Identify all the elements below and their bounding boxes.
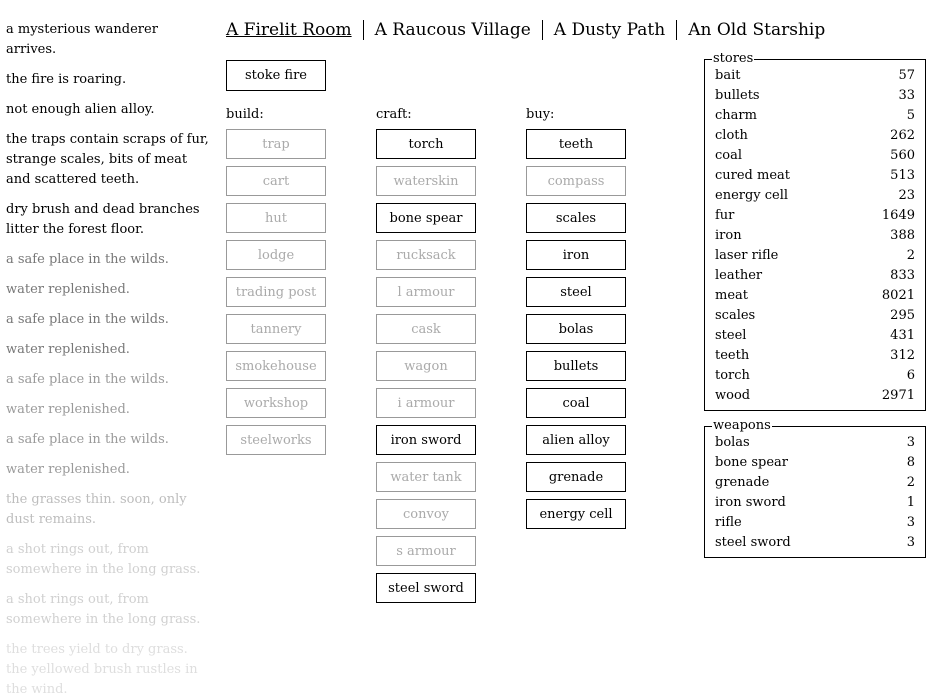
build-lodge-button[interactable]: lodge bbox=[226, 240, 326, 270]
stores-row-meat bbox=[705, 286, 925, 306]
notification: a mysterious wanderer arrives. bbox=[6, 22, 158, 57]
notification: the trees yield to dry grass. the yellowed brush rustles in the wind. bbox=[6, 642, 198, 697]
craft-bone-spear-button[interactable]: bone spear bbox=[376, 203, 476, 233]
build-trading-post-button[interactable]: trading post bbox=[226, 277, 326, 307]
row-value: 1 bbox=[906, 495, 915, 510]
tab-a-raucous-village[interactable]: A Raucous Village bbox=[374, 20, 531, 40]
stores-row-coal bbox=[705, 146, 925, 166]
row-value: 833 bbox=[890, 268, 915, 283]
row-value: 513 bbox=[890, 168, 915, 183]
row-name: iron bbox=[715, 228, 742, 243]
tab-a-dusty-path[interactable]: A Dusty Path bbox=[553, 20, 666, 40]
buy-coal-button[interactable]: coal bbox=[526, 388, 626, 418]
row-name: laser rifle bbox=[715, 248, 779, 263]
notification: the fire is roaring. bbox=[6, 72, 127, 87]
notification: water replenished. bbox=[6, 402, 130, 417]
row-name: energy cell bbox=[715, 188, 789, 203]
location-header bbox=[226, 18, 825, 42]
notification: a safe place in the wilds. bbox=[6, 252, 169, 267]
build-steelworks-button[interactable]: steelworks bbox=[226, 425, 326, 455]
row-value: 3 bbox=[906, 535, 915, 550]
stores-row-laser-rifle bbox=[705, 246, 925, 266]
row-name: bait bbox=[715, 68, 741, 83]
build-cart-button[interactable]: cart bbox=[226, 166, 326, 196]
notification: the traps contain scraps of fur, strange scales, bits of meat and scattered teeth. bbox=[6, 132, 209, 187]
row-value: 57 bbox=[898, 68, 915, 83]
row-name: wood bbox=[715, 388, 751, 403]
stores-row-iron bbox=[705, 226, 925, 246]
row-name: scales bbox=[715, 308, 756, 323]
craft-steel-sword-button[interactable]: steel sword bbox=[376, 573, 476, 603]
weapons-row-grenade bbox=[705, 473, 925, 493]
craft-s-armour-button[interactable]: s armour bbox=[376, 536, 476, 566]
craft-waterskin-button[interactable]: waterskin bbox=[376, 166, 476, 196]
tab-an-old-starship[interactable]: An Old Starship bbox=[688, 20, 826, 40]
notification: the grasses thin. soon, only dust remains. bbox=[6, 492, 187, 527]
craft-label: craft: bbox=[376, 107, 412, 122]
buy-alien-alloy-button[interactable]: alien alloy bbox=[526, 425, 626, 455]
stores-legend: stores bbox=[713, 51, 754, 66]
notification: dry brush and dead branches litter the forest floor. bbox=[6, 202, 200, 237]
row-name: charm bbox=[715, 108, 757, 123]
row-value: 262 bbox=[890, 128, 915, 143]
notification: a shot rings out, from somewhere in the long grass. bbox=[6, 542, 201, 577]
stores-row-bullets bbox=[705, 86, 925, 106]
row-name: grenade bbox=[715, 475, 770, 490]
craft-i-armour-button[interactable]: i armour bbox=[376, 388, 476, 418]
stores-row-wood bbox=[705, 386, 925, 406]
row-value: 8 bbox=[906, 455, 915, 470]
craft-rucksack-button[interactable]: rucksack bbox=[376, 240, 476, 270]
buy-bolas-button[interactable]: bolas bbox=[526, 314, 626, 344]
tab-divider bbox=[676, 20, 677, 40]
tab-divider bbox=[363, 20, 364, 40]
row-value: 23 bbox=[898, 188, 915, 203]
notification: water replenished. bbox=[6, 342, 130, 357]
notifications-panel bbox=[6, 20, 211, 697]
stores-row-cured-meat bbox=[705, 166, 925, 186]
buy-grenade-button[interactable]: grenade bbox=[526, 462, 626, 492]
stores-row-charm bbox=[705, 106, 925, 126]
stores-row-scales bbox=[705, 306, 925, 326]
row-value: 560 bbox=[890, 148, 915, 163]
stores-row-cloth bbox=[705, 126, 925, 146]
build-workshop-button[interactable]: workshop bbox=[226, 388, 326, 418]
row-value: 3 bbox=[906, 515, 915, 530]
weapons-panel bbox=[704, 418, 926, 558]
row-value: 2 bbox=[906, 475, 915, 490]
stores-row-teeth bbox=[705, 346, 925, 366]
row-name: cloth bbox=[715, 128, 748, 143]
row-name: bullets bbox=[715, 88, 760, 103]
row-value: 295 bbox=[890, 308, 915, 323]
build-smokehouse-button[interactable]: smokehouse bbox=[226, 351, 326, 381]
tab-a-firelit-room[interactable]: A Firelit Room bbox=[226, 20, 352, 40]
row-name: meat bbox=[715, 288, 748, 303]
craft-torch-button[interactable]: torch bbox=[376, 129, 476, 159]
buy-compass-button[interactable]: compass bbox=[526, 166, 626, 196]
row-value: 3 bbox=[906, 435, 915, 450]
weapons-row-rifle bbox=[705, 513, 925, 533]
row-name: bone spear bbox=[715, 455, 788, 470]
stores-row-torch bbox=[705, 366, 925, 386]
row-name: teeth bbox=[715, 348, 750, 363]
notification: water replenished. bbox=[6, 282, 130, 297]
build-hut-button[interactable]: hut bbox=[226, 203, 326, 233]
notification: water replenished. bbox=[6, 462, 130, 477]
row-name: coal bbox=[715, 148, 743, 163]
buy-iron-button[interactable]: iron bbox=[526, 240, 626, 270]
stores-row-leather bbox=[705, 266, 925, 286]
stores-row-steel bbox=[705, 326, 925, 346]
row-value: 431 bbox=[890, 328, 915, 343]
buy-steel-button[interactable]: steel bbox=[526, 277, 626, 307]
weapons-row-iron-sword bbox=[705, 493, 925, 513]
row-name: iron sword bbox=[715, 495, 786, 510]
row-name: steel sword bbox=[715, 535, 791, 550]
weapons-row-steel-sword bbox=[705, 533, 925, 553]
row-value: 388 bbox=[890, 228, 915, 243]
craft-cask-button[interactable]: cask bbox=[376, 314, 476, 344]
row-value: 1649 bbox=[881, 208, 915, 223]
craft-l-armour-button[interactable]: l armour bbox=[376, 277, 476, 307]
craft-iron-sword-button[interactable]: iron sword bbox=[376, 425, 476, 455]
row-name: bolas bbox=[715, 435, 750, 450]
row-name: rifle bbox=[715, 515, 742, 530]
row-value: 2 bbox=[906, 248, 915, 263]
craft-wagon-button[interactable]: wagon bbox=[376, 351, 476, 381]
weapons-row-bolas bbox=[705, 433, 925, 453]
buy-energy-cell-button[interactable]: energy cell bbox=[526, 499, 626, 529]
weapons-legend: weapons bbox=[713, 418, 771, 433]
notification: not enough alien alloy. bbox=[6, 102, 155, 117]
buy-bullets-button[interactable]: bullets bbox=[526, 351, 626, 381]
build-trap-button[interactable]: trap bbox=[226, 129, 326, 159]
row-value: 5 bbox=[906, 108, 915, 123]
notification: a safe place in the wilds. bbox=[6, 432, 169, 447]
row-name: steel bbox=[715, 328, 747, 343]
stores-row-bait bbox=[705, 66, 925, 86]
notification: a safe place in the wilds. bbox=[6, 372, 169, 387]
row-value: 8021 bbox=[881, 288, 915, 303]
buy-scales-button[interactable]: scales bbox=[526, 203, 626, 233]
buy-teeth-button[interactable]: teeth bbox=[526, 129, 626, 159]
build-tannery-button[interactable]: tannery bbox=[226, 314, 326, 344]
stoke-fire-button[interactable]: stoke fire bbox=[226, 60, 326, 91]
row-value: 312 bbox=[890, 348, 915, 363]
row-name: leather bbox=[715, 268, 763, 283]
row-value: 2971 bbox=[881, 388, 915, 403]
row-name: torch bbox=[715, 368, 750, 383]
row-value: 33 bbox=[898, 88, 915, 103]
row-name: cured meat bbox=[715, 168, 791, 183]
stores-row-energy-cell bbox=[705, 186, 925, 206]
weapons-row-bone-spear bbox=[705, 453, 925, 473]
notification: a safe place in the wilds. bbox=[6, 312, 169, 327]
row-value: 6 bbox=[906, 368, 915, 383]
stores-panel bbox=[704, 51, 926, 411]
buy-label: buy: bbox=[526, 107, 555, 122]
craft-convoy-button[interactable]: convoy bbox=[376, 499, 476, 529]
notification: a shot rings out, from somewhere in the long grass. bbox=[6, 592, 201, 627]
tab-divider bbox=[542, 20, 543, 40]
build-label: build: bbox=[226, 107, 264, 122]
craft-water-tank-button[interactable]: water tank bbox=[376, 462, 476, 492]
stores-row-fur bbox=[705, 206, 925, 226]
row-name: fur bbox=[715, 208, 735, 223]
